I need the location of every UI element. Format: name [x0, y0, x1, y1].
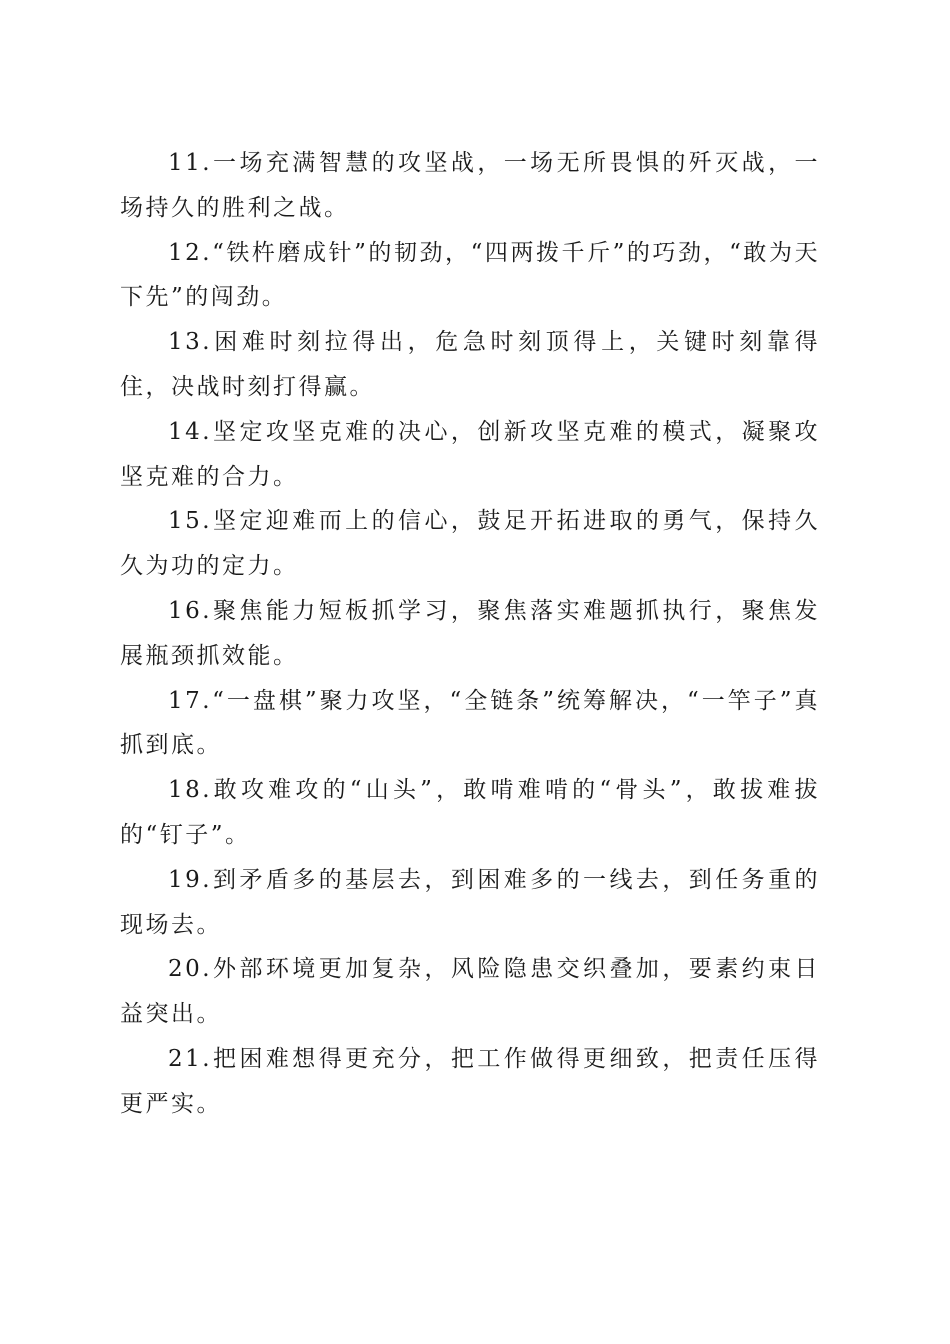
- paragraph-13: 13.困难时刻拉得出，危急时刻顶得上，关键时刻靠得住，决战时刻打得赢。: [120, 329, 820, 400]
- paragraph-12: 12.“铁杵磨成针”的韧劲，“四两拨千斤”的巧劲，“敢为天下先”的闯劲。: [120, 239, 820, 311]
- paragraph-15: 15.坚定迎难而上的信心，鼓足开拓进取的勇气，保持久久为功的定力。: [120, 508, 820, 580]
- paragraph-16: 16.聚焦能力短板抓学习，聚焦落实难题抓执行，聚焦发展瓶颈抓效能。: [120, 597, 820, 669]
- paragraph-20: 20.外部环境更加复杂，风险隐患交织叠加，要素约束日益突出。: [120, 956, 820, 1028]
- paragraph-11: 11.一场充满智慧的攻坚战，一场无所畏惧的歼灭战，一场持久的胜利之战。: [120, 150, 820, 221]
- document-body: [120, 141, 820, 1127]
- paragraph-17: 17.“一盘棋”聚力攻坚，“全链条”统筹解决，“一竿子”真抓到底。: [120, 687, 820, 759]
- paragraph-19: 19.到矛盾多的基层去，到困难多的一线去，到任务重的现场去。: [120, 866, 820, 938]
- paragraph-21: 21.把困难想得更充分，把工作做得更细致，把责任压得更严实。: [120, 1045, 820, 1117]
- paragraph-18: 18.敢攻难攻的“山头”，敢啃难啃的“骨头”，敢拔难拔的“钉子”。: [120, 777, 820, 848]
- paragraph-14: 14.坚定攻坚克难的决心，创新攻坚克难的模式，凝聚攻坚克难的合力。: [120, 418, 820, 490]
